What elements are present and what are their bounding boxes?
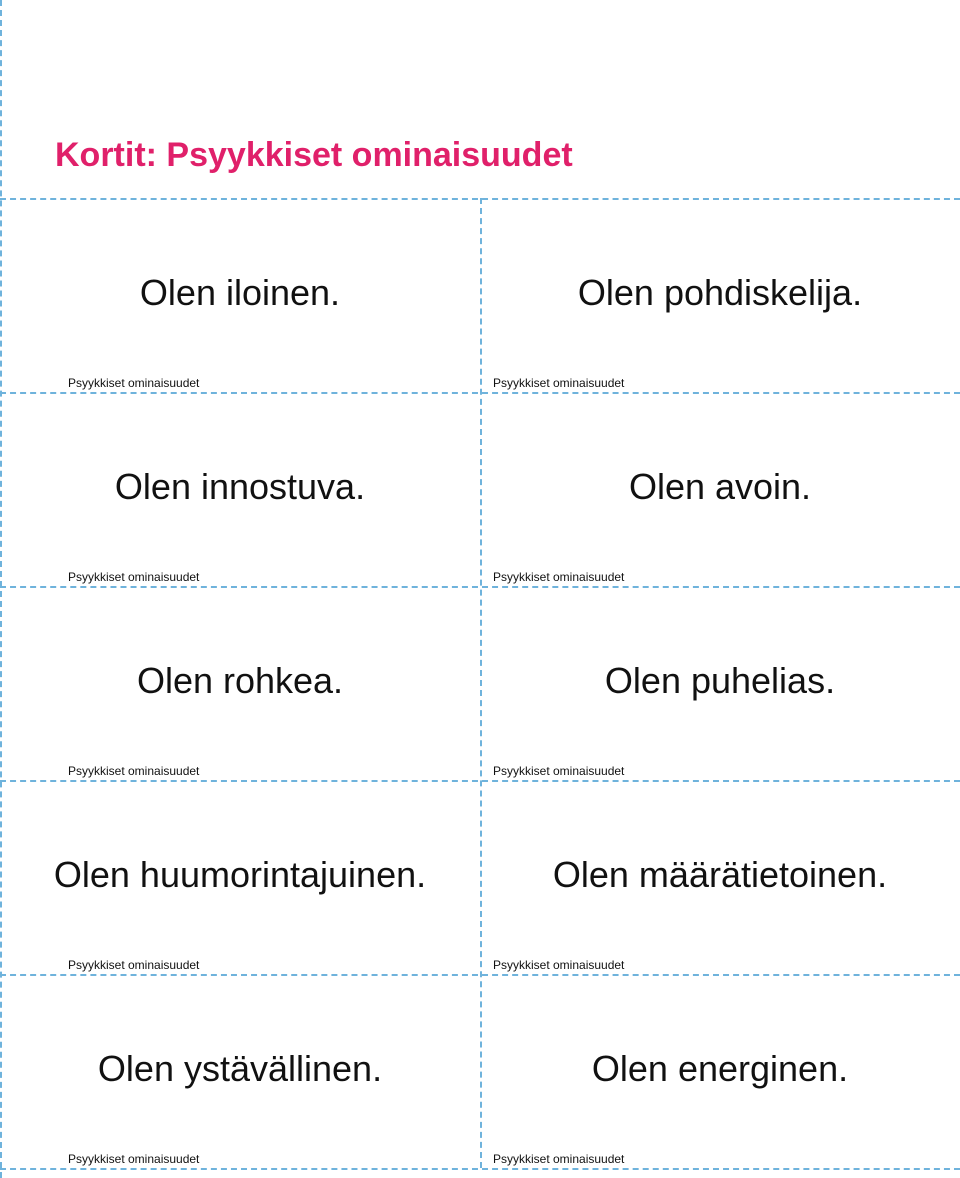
page-title: Kortit: Psyykkiset ominaisuudet	[55, 136, 573, 174]
card	[0, 780, 480, 974]
card	[0, 392, 480, 586]
card-footer: Psyykkiset ominaisuudet	[493, 376, 625, 390]
card-text: Olen rohkea.	[136, 660, 344, 701]
card-text: Olen innostuva.	[114, 466, 366, 507]
card-text: Olen määrätietoinen.	[552, 854, 888, 895]
card-footer: Psyykkiset ominaisuudet	[68, 570, 200, 584]
card-text: Olen huumorintajuinen.	[53, 854, 427, 895]
card-text: Olen iloinen.	[139, 272, 341, 313]
card	[0, 586, 480, 780]
card-footer: Psyykkiset ominaisuudet	[493, 1152, 625, 1166]
card-text: Olen energinen.	[591, 1048, 849, 1089]
card-footer: Psyykkiset ominaisuudet	[68, 1152, 200, 1166]
cut-line-row-6	[0, 1168, 960, 1170]
card	[480, 974, 960, 1168]
card	[0, 974, 480, 1168]
card-text: Olen avoin.	[628, 466, 812, 507]
card-footer: Psyykkiset ominaisuudet	[68, 958, 200, 972]
card-footer: Psyykkiset ominaisuudet	[493, 764, 625, 778]
card-text: Olen puhelias.	[604, 660, 836, 701]
card	[480, 392, 960, 586]
card-footer: Psyykkiset ominaisuudet	[493, 958, 625, 972]
card-text: Olen ystävällinen.	[97, 1048, 383, 1089]
card	[0, 198, 480, 392]
card	[480, 586, 960, 780]
card	[480, 780, 960, 974]
card	[480, 198, 960, 392]
card-text: Olen pohdiskelija.	[577, 272, 863, 313]
card-footer: Psyykkiset ominaisuudet	[493, 570, 625, 584]
card-footer: Psyykkiset ominaisuudet	[68, 764, 200, 778]
card-footer: Psyykkiset ominaisuudet	[68, 376, 200, 390]
